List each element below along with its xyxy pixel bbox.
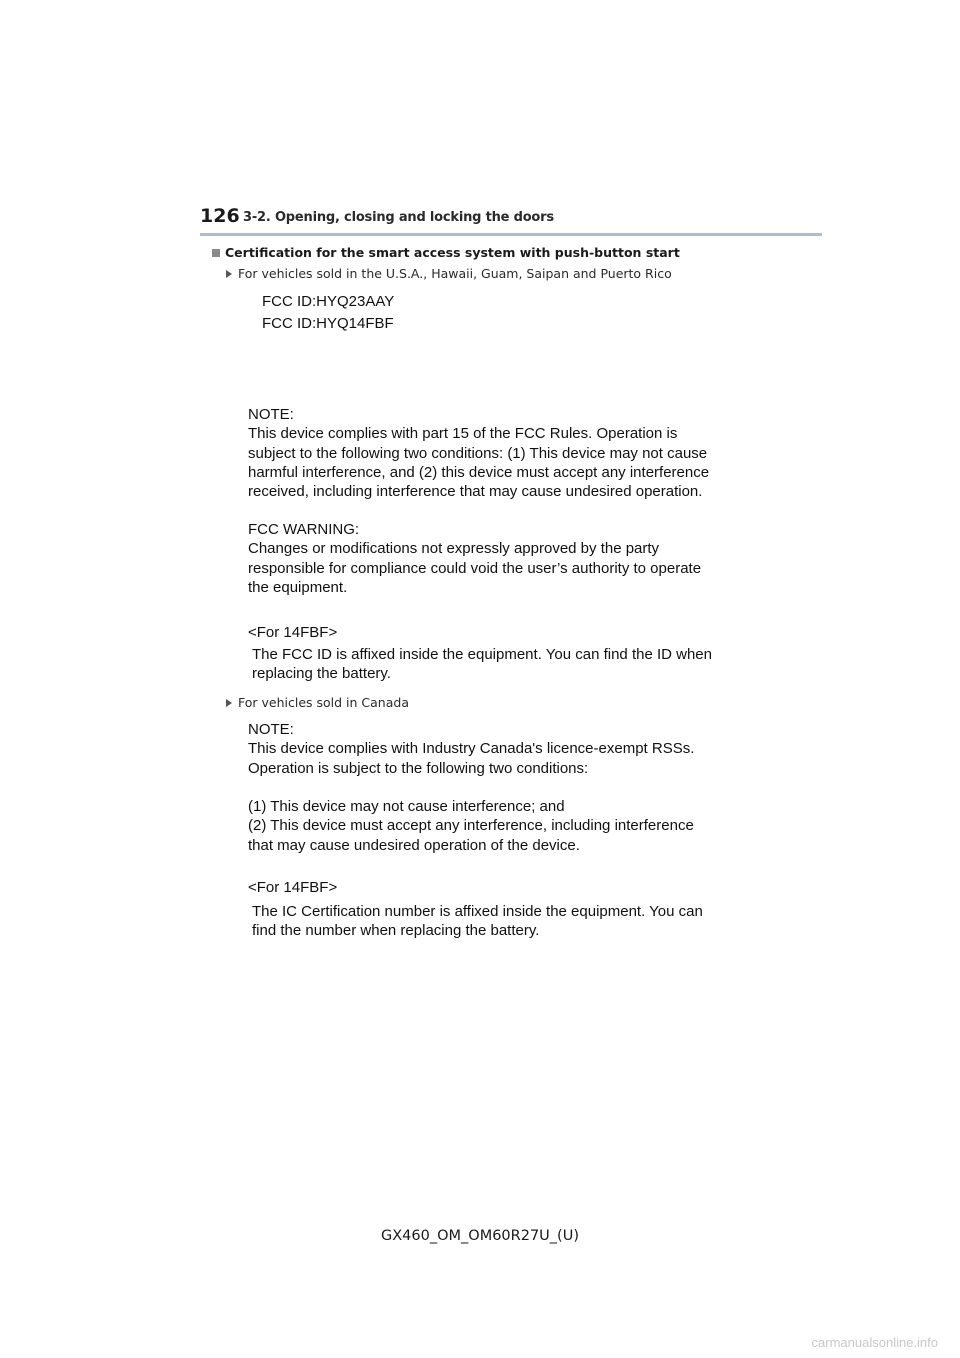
square-bullet-icon: [212, 249, 220, 257]
usa-bullet: [226, 266, 672, 281]
warning-line: FCC WARNING:: [248, 521, 360, 538]
usa-bullet-text: For vehicles sold in the U.S.A., Hawaii, Guam, Saipan and Puerto Rico: [238, 266, 672, 281]
canada-bullet-text: For vehicles sold in Canada: [238, 695, 409, 710]
note-line: harmful interference, and (2) this device must accept any interference: [248, 463, 710, 481]
canada-for-label: <For 14FBF>: [248, 879, 338, 896]
for-line: The FCC ID is affixed inside the equipment. You can find the ID when: [252, 646, 712, 663]
page-number: 126: [200, 205, 240, 227]
note-line: received, including interference that may cause undesired operation.: [248, 483, 703, 501]
fcc-note-block: [248, 405, 709, 501]
fcc-id-line: FCC ID:HYQ23AAY: [262, 293, 395, 310]
canada-for-block: [252, 902, 703, 941]
footer-code: GX460_OM_OM60R27U_(U): [381, 1228, 579, 1244]
for-line: The IC Certification number is affixed inside the equipment. You can: [252, 903, 703, 920]
condition-line: (2) This device must accept any interference, including interference: [248, 817, 694, 835]
warning-line: responsible for compliance could void the user’s authority to operate: [248, 559, 702, 577]
section-title: 3-2. Opening, closing and locking the doors: [243, 210, 554, 225]
usa-for-block: [252, 645, 712, 684]
note-line: NOTE:: [248, 406, 294, 423]
page-header: [200, 205, 822, 235]
fcc-id-block: [262, 292, 394, 334]
triangle-bullet-icon: [226, 270, 232, 278]
ic-conditions-block: [248, 797, 694, 855]
watermark: carmanualsonline.info: [811, 1335, 938, 1350]
condition-line: that may cause undesired operation of the device.: [248, 836, 580, 854]
note-line: This device complies with Industry Canada's licence-exempt RSSs.: [248, 740, 695, 758]
section-heading-text: Certification for the smart access system with push-button start: [225, 245, 680, 260]
condition-line: (1) This device may not cause interference; and: [248, 798, 565, 815]
fcc-id-line: FCC ID:HYQ14FBF: [262, 315, 394, 333]
section-heading: [212, 245, 680, 260]
note-line: This device complies with part 15 of the FCC Rules. Operation is: [248, 425, 678, 443]
warning-line: the equipment.: [248, 578, 348, 596]
fcc-warning-block: [248, 520, 701, 597]
note-line: Operation is subject to the following two conditions:: [248, 759, 589, 777]
header-rule: [200, 233, 822, 236]
usa-for-label: <For 14FBF>: [248, 624, 338, 641]
for-line: replacing the battery.: [252, 665, 391, 683]
note-line: subject to the following two conditions: (1) This device may not cause: [248, 444, 708, 462]
for-line: find the number when replacing the battery.: [252, 922, 540, 940]
ic-note-block: [248, 720, 694, 778]
canada-bullet: [226, 695, 409, 710]
warning-line: Changes or modifications not expressly approved by the party: [248, 540, 660, 558]
note-line: NOTE:: [248, 721, 294, 738]
triangle-bullet-icon: [226, 699, 232, 707]
